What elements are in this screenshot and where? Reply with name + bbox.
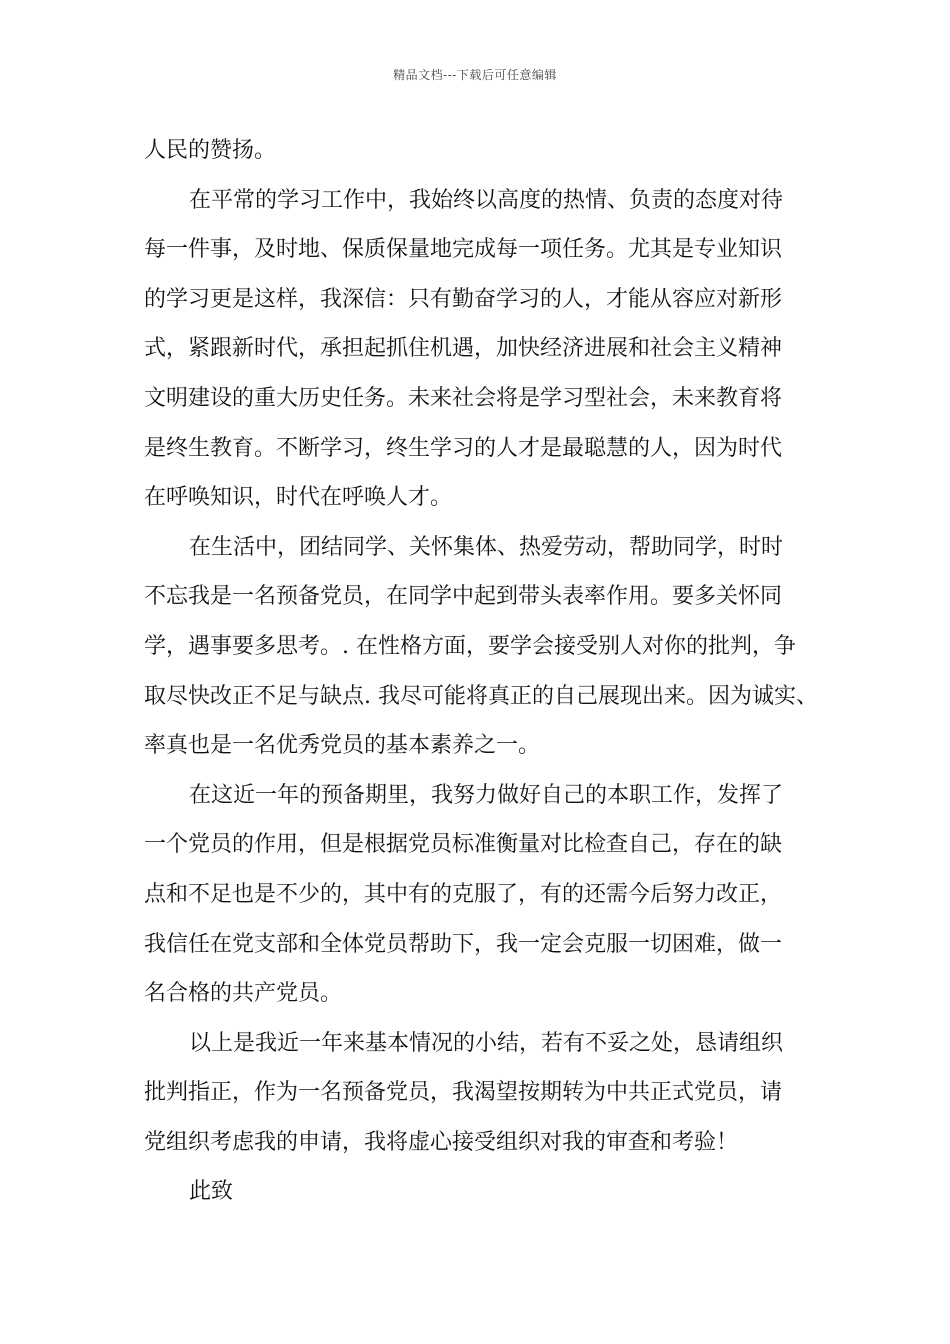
document-body: [144, 126, 824, 1217]
text-line: 批判指正，作为一名预备党员，我渴望按期转为中共正式党员，请: [144, 1080, 783, 1106]
text-line: 式，紧跟新时代，承担起抓住机遇，加快经济进展和社会主义精神: [144, 336, 783, 362]
text-line: 不忘我是一名预备党员，在同学中起到带头表率作用。要多关怀同: [144, 584, 783, 610]
text-line: 率真也是一名优秀党员的基本素养之一。: [144, 733, 541, 759]
text-line: 是终生教育。不断学习，终生学习的人才是最聪慧的人，因为时代: [144, 435, 783, 461]
text-line: 人民的赞扬。: [144, 138, 277, 163]
text-line: 点和不足也是不少的，其中有的克服了，有的还需今后努力改正，: [144, 881, 783, 907]
paragraph-start-line: 在生活中，团结同学、关怀集体、热爱劳动，帮助同学，时时: [189, 534, 784, 560]
paragraph-start-line: 在平常的学习工作中，我始终以高度的热情、负责的态度对待: [189, 187, 784, 213]
text-line: 取尽快改正不足与缺点. 我尽可能将真正的自己展现出来。因为诚实、: [144, 683, 818, 709]
text-line: 党组织考虑我的申请，我将虚心接受组织对我的审查和考验！: [144, 1129, 739, 1155]
text-line: 文明建设的重大历史任务。未来社会将是学习型社会，未来教育将: [144, 385, 783, 411]
text-line: 我信任在党支部和全体党员帮助下，我一定会克服一切困难，做一: [144, 931, 783, 957]
text-line: 名合格的共产党员。: [144, 981, 343, 1007]
text-line: 每一件事，及时地、保质保量地完成每一项任务。尤其是专业知识: [144, 237, 783, 263]
text-line: 在呼唤知识，时代在呼唤人才。: [144, 485, 453, 511]
text-line: 的学习更是这样，我深信：只有勤奋学习的人，才能从容应对新形: [144, 286, 783, 312]
paragraph-start-line: 以上是我近一年来基本情况的小结，若有不妥之处，恳请组织: [189, 1030, 784, 1056]
closing-salutation: 此致: [189, 1179, 234, 1205]
paragraph-start-line: 在这近一年的预备期里，我努力做好自己的本职工作，发挥了: [189, 782, 784, 808]
text-line: 学，遇事要多思考。. 在性格方面，要学会接受别人对你的批判，争: [144, 633, 796, 659]
page-header: 精品文档---下载后可任意编辑: [393, 68, 557, 82]
text-line: 一个党员的作用，但是根据党员标准衡量对比检查自己，存在的缺: [144, 832, 783, 858]
